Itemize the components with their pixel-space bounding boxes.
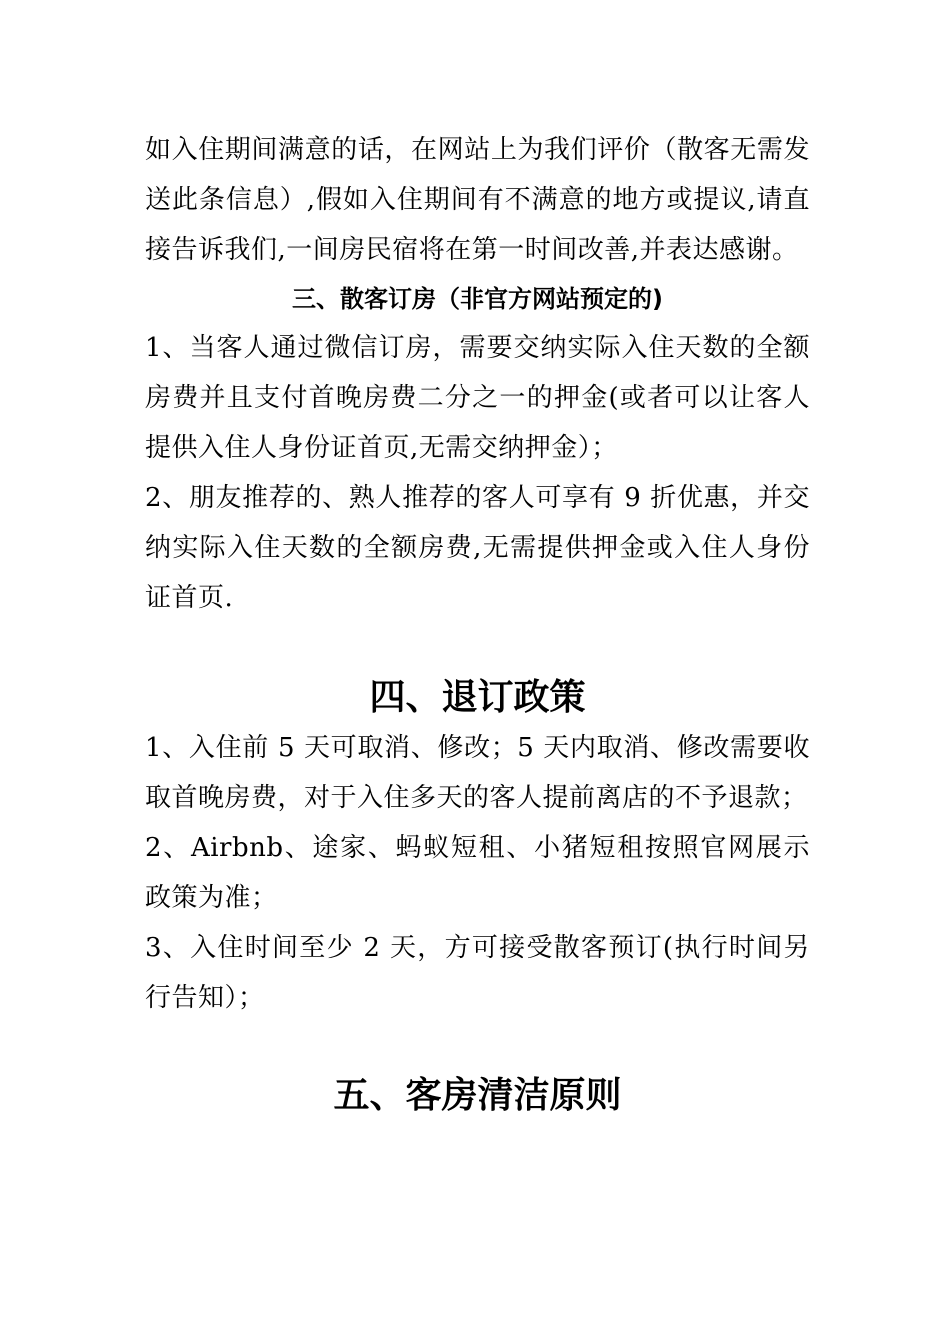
section-4-heading: 四、退订政策 <box>369 676 586 718</box>
document-page <box>145 125 810 1121</box>
intro-paragraph: 如入住期间满意的话，在网站上为我们评价（散客无需发送此条信息）,假如入住期间有不满意的地方或提议,请直接告诉我们,一间房民宿将在第一时间改善,并表达感谢。 <box>145 135 810 265</box>
section-4-item-2: 2、Airbnb、途家、蚂蚁短租、小猪短租按照官网展示政策为准； <box>145 833 810 913</box>
section-3-heading: 三、散客订房（非官方网站预定的) <box>292 285 663 313</box>
section-3-item-2: 2、朋友推荐的、熟人推荐的客人可享有 9 折优惠，并交纳实际入住天数的全额房费,无需提供押金或入住人身份证首页. <box>145 483 810 613</box>
section-4-item-1: 1、入住前 5 天可取消、修改；5 天内取消、修改需要收取首晚房费，对于入住多天的客人提前离店的不予退款； <box>145 733 810 813</box>
section-3-item-1: 1、当客人通过微信订房，需要交纳实际入住天数的全额房费并且支付首晚房费二分之一的押金(或者可以让客人提供入住人身份证首页,无需交纳押金）； <box>145 333 810 463</box>
section-4-item-3: 3、入住时间至少 2 天，方可接受散客预订(执行时间另行告知）； <box>145 933 810 1013</box>
section-5-heading: 五、客房清洁原则 <box>333 1074 622 1116</box>
